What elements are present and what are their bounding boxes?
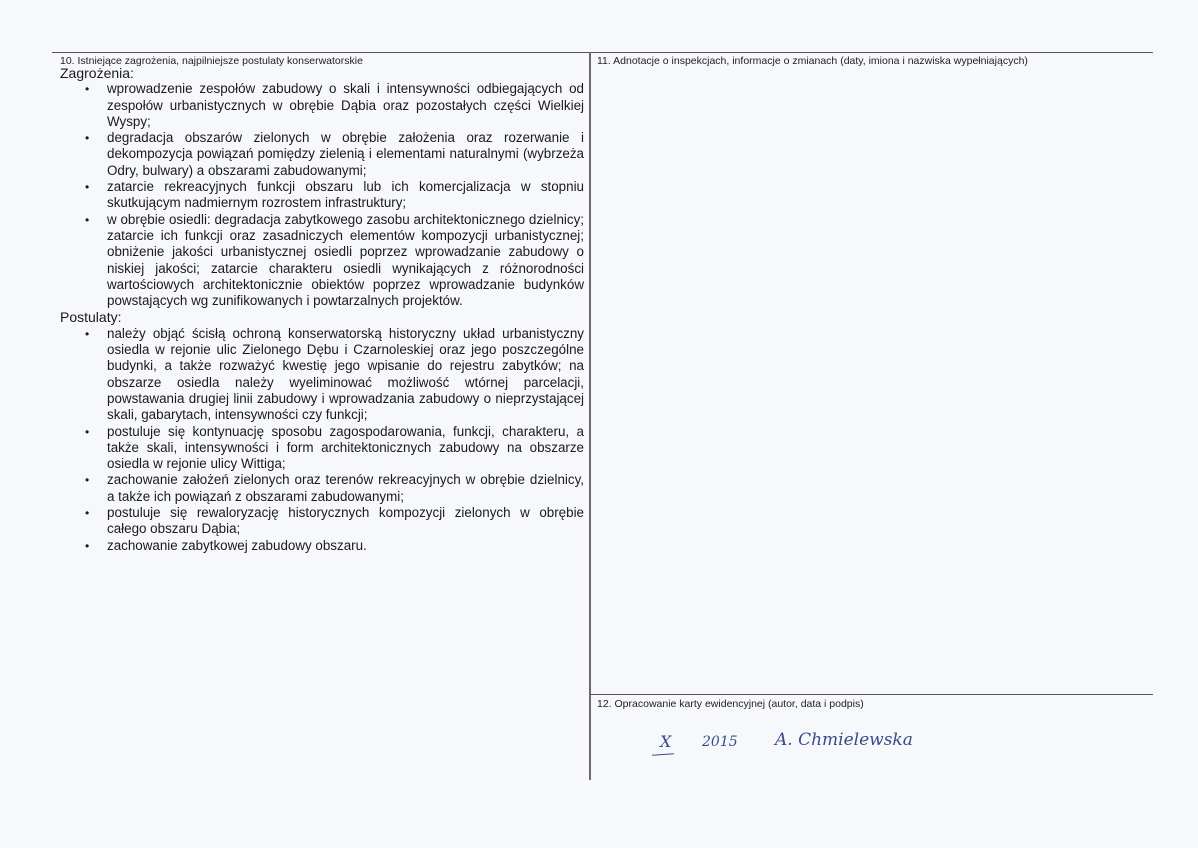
list-item: • zachowanie zabytkowej zabudowy obszaru. xyxy=(107,538,584,554)
threats-list xyxy=(60,81,584,309)
section11-title: 11. Adnotacje o inspekcjach, informacje o zmianach (daty, imiona i nazwiska wypełniających) xyxy=(597,55,1028,67)
list-item: • degradacja obszarów zielonych w obrębie założenia oraz rozerwanie i dekompozycja powiązań pomiędzy zielenią i elementami naturalnymi (wybrzeża Odry, bulwary) a obszarami zabudowanymi; xyxy=(107,130,584,179)
section12-rule xyxy=(590,694,1153,695)
list-item: • postuluje się rewaloryzację historycznych kompozycji zielonych w obrębie całego obszaru Dąbia; xyxy=(107,505,584,538)
list-item: • zatarcie rekreacyjnych funkcji obszaru lub ich komercjalizacja w stopniu skutkującym nadmiernym rozrostem infrastruktury; xyxy=(107,179,584,212)
list-item: • w obrębie osiedli: degradacja zabytkowego zasobu architektonicznego dzielnicy; zatarcie ich funkcji oraz zasadniczych elementów kompozycji urbanistycznej; obniżenie jakości urbanistycznej osiedli poprzez wprowadzanie zabudowy o niskiej jakości; zatarcie charakteru osiedli wynikających z różnorodności wartościowych architektonicznie obiektów poprzez wprowadzanie budynków powstających wg zunifikowanych i powtarzalnych projektów. xyxy=(107,212,584,310)
signature-month-underline xyxy=(652,753,674,756)
column-divider xyxy=(589,52,591,780)
postulates-heading: Postulaty: xyxy=(60,309,122,326)
section10-body xyxy=(60,65,584,554)
list-item: • wprowadzenie zespołów zabudowy o skali i intensywności odbiegających od zespołów urbanistycznych w obrębie Dąbia oraz pozostałych części Wielkiej Wyspy; xyxy=(107,81,584,130)
signature-month: X xyxy=(660,732,672,751)
list-item: • należy objąć ścisłą ochroną konserwatorską historyczny układ urbanistyczny osiedla w rejonie ulic Zielonego Dębu i Czarnoleskiej oraz jego poszczególne budynki, a także rozważyć kwestię jego wpisanie do rejestru zabytków; na obszarze osiedla należy wyeliminować możliwość wtórnej parcelacji, powstawania drugiej linii zabudowy i wprowadzania zabudowy o nieprzystającej skali, gabarytach, intensywności czy funkcji; xyxy=(107,326,584,424)
signature-year: 2015 xyxy=(702,734,738,750)
postulates-list xyxy=(60,326,584,554)
list-item: • zachowanie założeń zielonych oraz terenów rekreacyjnych w obrębie dzielnicy, a także ich powiązań z obszarami zabudowanymi; xyxy=(107,472,584,505)
list-item: • postuluje się kontynuację sposobu zagospodarowania, funkcji, charakteru, a także skali, intensywności i form architektonicznych zabudowy na obszarze osiedla w rejonie ulicy Wittiga; xyxy=(107,424,584,473)
top-rule xyxy=(52,52,1153,53)
signature-author: A. Chmielewska xyxy=(775,730,913,750)
section10-title: 10. Istniejące zagrożenia, najpilniejsze postulaty konserwatorskie xyxy=(60,55,363,67)
threats-heading: Zagrożenia: xyxy=(60,65,134,81)
section12-title: 12. Opracowanie karty ewidencyjnej (autor, data i podpis) xyxy=(597,698,864,710)
